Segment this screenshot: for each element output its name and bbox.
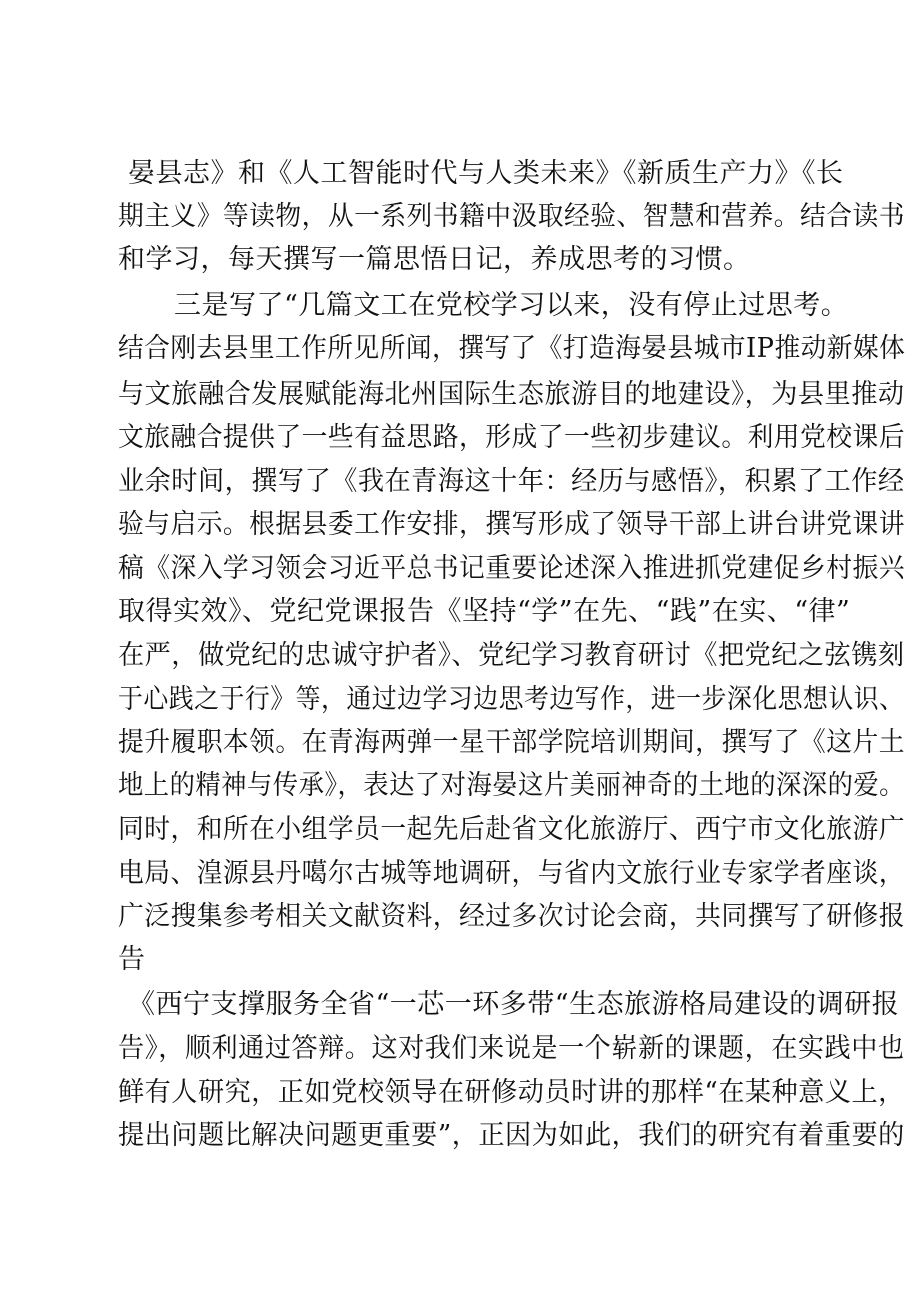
text-line: 验与启示。根据县委工作安排，撰写形成了领导干部上讲台讲党课讲 — [118, 509, 905, 540]
text-line: 取得实效》、党纪党课报告《坚持“学”在先、“践”在实、“律” — [118, 596, 851, 627]
text-line: 和学习，每天撰写一篇思悟日记，养成思考的习惯。 — [118, 244, 751, 275]
text-line: 业余时间，撰写了《我在青海这十年：经历与感悟》，积累了工作经 — [118, 466, 905, 497]
text-line: 晏县志》和《人工智能时代与人类未来》《新质生产力》《长 — [128, 158, 844, 189]
text-line: 文旅融合提供了一些有益思路，形成了一些初步建议。利用党校课后 — [118, 422, 905, 453]
text-line: 在严，做党纪的忠诚守护者》、党纪学习教育研讨《把党纪之弦镌刻 — [118, 640, 905, 671]
text-line: 结合刚去县里工作所见所闻，撰写了《打造海晏县城市IP推动新媒体 — [118, 333, 906, 364]
text-line: 地上的精神与传承》，表达了对海晏这片美丽神奇的土地的深深的爱。 — [118, 770, 905, 801]
text-line: 稿《深入学习领会习近平总书记重要论述深入推进抓党建促乡村振兴 — [118, 553, 905, 584]
text-line: 与文旅融合发展赋能海北州国际生态旅游目的地建设》，为县里推动 — [118, 379, 905, 410]
text-line: 告》，顺利通过答辩。这对我们来说是一个崭新的课题，在实践中也 — [118, 1033, 905, 1064]
text-line: 提出问题比解决问题更重要”，正因为如此，我们的研究有着重要的 — [118, 1120, 905, 1151]
text-line: 广泛搜集参考相关文献资料，经过多次讨论会商，共同撰写了研修报 — [118, 901, 905, 932]
text-line: 鲜有人研究，正如党校领导在研修动员时讲的那样“在某种意义上， — [118, 1077, 905, 1108]
text-line: 同时，和所在小组学员一起先后赴省文化旅游厅、西宁市文化旅游广 — [118, 814, 905, 845]
text-line: 三是写了“几篇文工在党校学习以来，没有停止过思考。 — [174, 290, 849, 321]
text-line: 期主义》等读物，从一系列书籍中汲取经验、智慧和营养。结合读书 — [118, 201, 905, 232]
text-line: 电局、湟源县丹噶尔古城等地调研，与省内文旅行业专家学者座谈， — [118, 858, 905, 889]
text-line: 《西宁支撑服务全省“一芯一环多带“生态旅游格局建设的调研报 — [128, 989, 900, 1020]
text-line: 于心践之于行》等，通过边学习边思考边写作，进一步深化思想认识、 — [118, 684, 905, 715]
text-line: 告 — [118, 944, 146, 975]
text-line: 提升履职本领。在青海两弹一星干部学院培训期间，撰写了《这片土 — [118, 727, 905, 758]
